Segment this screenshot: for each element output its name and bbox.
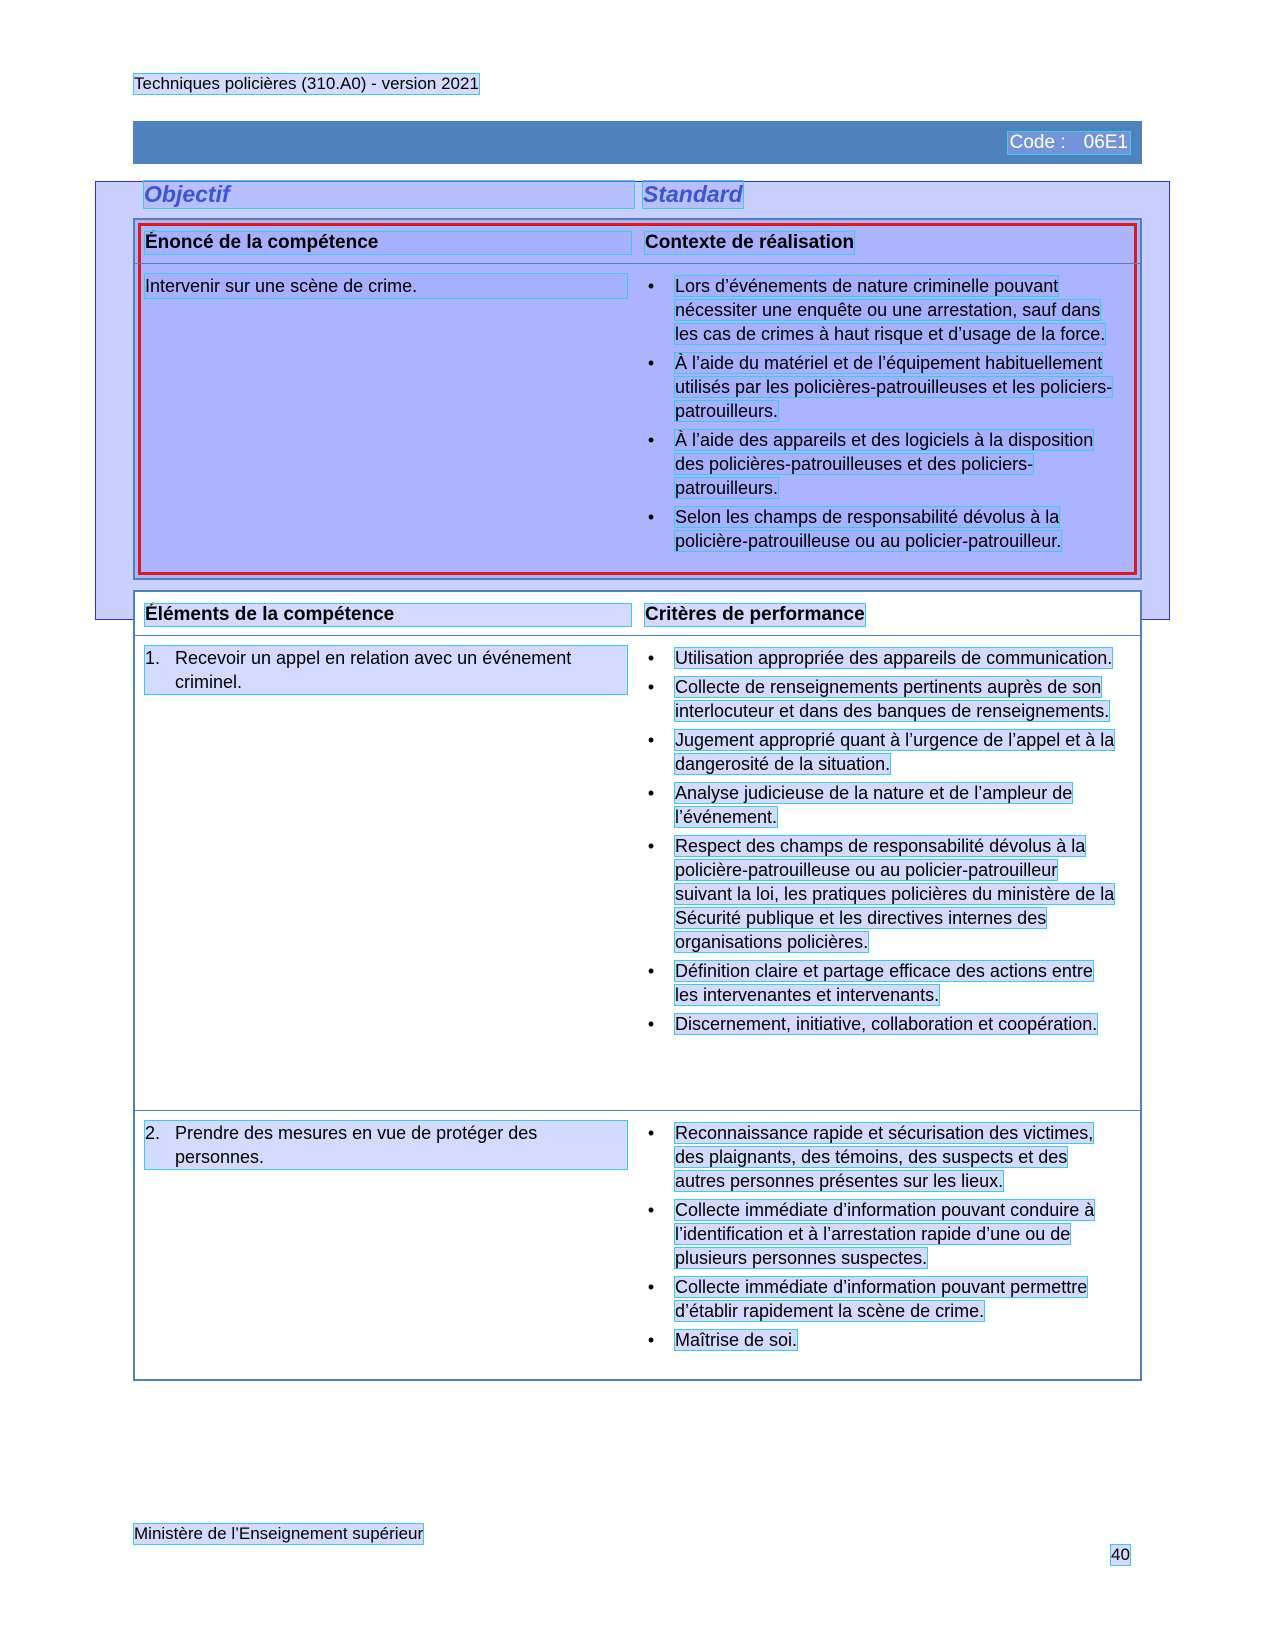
code-bar bbox=[133, 121, 1142, 164]
criterion-item bbox=[645, 646, 1115, 670]
running-head: Techniques policières (310.A0) - version 2021 bbox=[134, 74, 479, 93]
context-item bbox=[645, 428, 1115, 500]
criterion-item bbox=[645, 959, 1115, 1007]
criterion-item-text: Jugement approprié quant à l’urgence de l’appel et à la dangerosité de la situation. bbox=[675, 730, 1115, 774]
criterion-item bbox=[645, 781, 1115, 829]
col-header-enonce: Énoncé de la compétence bbox=[145, 232, 631, 254]
criterion-item-text: Définition claire et partage efficace des actions entre les intervenantes et intervenants. bbox=[675, 961, 1093, 1005]
element-2 bbox=[145, 1121, 627, 1169]
criterion-item-text: Analyse judicieuse de la nature et de l’ampleur de l’événement. bbox=[675, 783, 1073, 827]
context-item-text: Selon les champs de responsabilité dévolus à la policière-patrouilleuse ou au policier-patrouilleur. bbox=[675, 507, 1062, 551]
context-item bbox=[645, 274, 1115, 346]
code-label: Code : 06E1 bbox=[1009, 132, 1128, 153]
element-1-criteria bbox=[645, 646, 1115, 1041]
context-item bbox=[645, 505, 1115, 553]
criterion-item bbox=[645, 1012, 1115, 1036]
element-1-text: Recevoir un appel en relation avec un événement criminel. bbox=[175, 648, 572, 692]
row-separator bbox=[135, 1110, 1140, 1111]
criterion-item bbox=[645, 1275, 1115, 1323]
context-item-text: Lors d’événements de nature criminelle pouvant nécessiter une enquête ou une arrestation, sauf dans les cas de crimes à haut risque et d’usage de la force. bbox=[675, 276, 1106, 344]
element-1 bbox=[145, 646, 627, 694]
element-2-criteria bbox=[645, 1121, 1115, 1357]
page-number: 40 bbox=[1111, 1545, 1130, 1564]
criterion-item bbox=[645, 675, 1115, 723]
heading-standard: Standard bbox=[643, 181, 743, 207]
performance-table-header bbox=[135, 592, 1140, 636]
criterion-item-text: Collecte de renseignements pertinents auprès de son interlocuteur et dans des banques de renseignements. bbox=[675, 677, 1110, 721]
criterion-item-text: Discernement, initiative, collaboration et coopération. bbox=[675, 1014, 1098, 1034]
competence-statement: Intervenir sur une scène de crime. bbox=[145, 274, 627, 298]
criterion-item-text: Respect des champs de responsabilité dévolus à la policière-patrouilleuse ou au policier-patrouilleur suivant la loi, les pratiques policières du ministère de la Sécurité publique et les directives internes des organisations policières. bbox=[675, 836, 1115, 952]
criterion-item bbox=[645, 1121, 1115, 1193]
criterion-item bbox=[645, 1198, 1115, 1270]
heading-objectif: Objectif bbox=[144, 181, 634, 208]
context-list bbox=[645, 274, 1115, 558]
col-header-criteres: Critères de performance bbox=[645, 604, 865, 625]
code-value: 06E1 bbox=[1083, 132, 1128, 153]
element-2-text: Prendre des mesures en vue de protéger des personnes. bbox=[175, 1123, 538, 1167]
competence-table-header bbox=[135, 220, 1140, 264]
criterion-item bbox=[645, 1328, 1115, 1352]
criterion-item-text: Collecte immédiate d’information pouvant conduire à l’identification et à l’arrestation rapide d’une ou de plusieurs personnes suspectes. bbox=[675, 1200, 1095, 1268]
context-item-text: À l’aide du matériel et de l’équipement habituellement utilisés par les policières-patrouilleuses et les policiers-patrouilleurs. bbox=[675, 353, 1113, 421]
element-1-number: 1. bbox=[145, 648, 161, 668]
footer: Ministère de l’Enseignement supérieur bbox=[134, 1524, 424, 1543]
performance-table bbox=[133, 590, 1142, 1381]
context-item bbox=[645, 351, 1115, 423]
criterion-item-text: Maîtrise de soi. bbox=[675, 1330, 798, 1350]
element-2-number: 2. bbox=[145, 1123, 161, 1143]
criterion-item-text: Reconnaissance rapide et sécurisation des victimes, des plaignants, des témoins, des suspects et des autres personnes présentes sur les lieux. bbox=[675, 1123, 1094, 1191]
competence-table bbox=[133, 218, 1142, 580]
col-header-elements: Éléments de la compétence bbox=[145, 604, 631, 626]
criterion-item-text: Utilisation appropriée des appareils de communication. bbox=[675, 648, 1113, 668]
criterion-item bbox=[645, 834, 1115, 954]
criterion-item-text: Collecte immédiate d’information pouvant permettre d’établir rapidement la scène de crime. bbox=[675, 1277, 1088, 1321]
col-header-contexte: Contexte de réalisation bbox=[645, 232, 855, 253]
context-item-text: À l’aide des appareils et des logiciels à la disposition des policières-patrouilleuses et des policiers-patrouilleurs. bbox=[675, 430, 1094, 498]
criterion-item bbox=[645, 728, 1115, 776]
